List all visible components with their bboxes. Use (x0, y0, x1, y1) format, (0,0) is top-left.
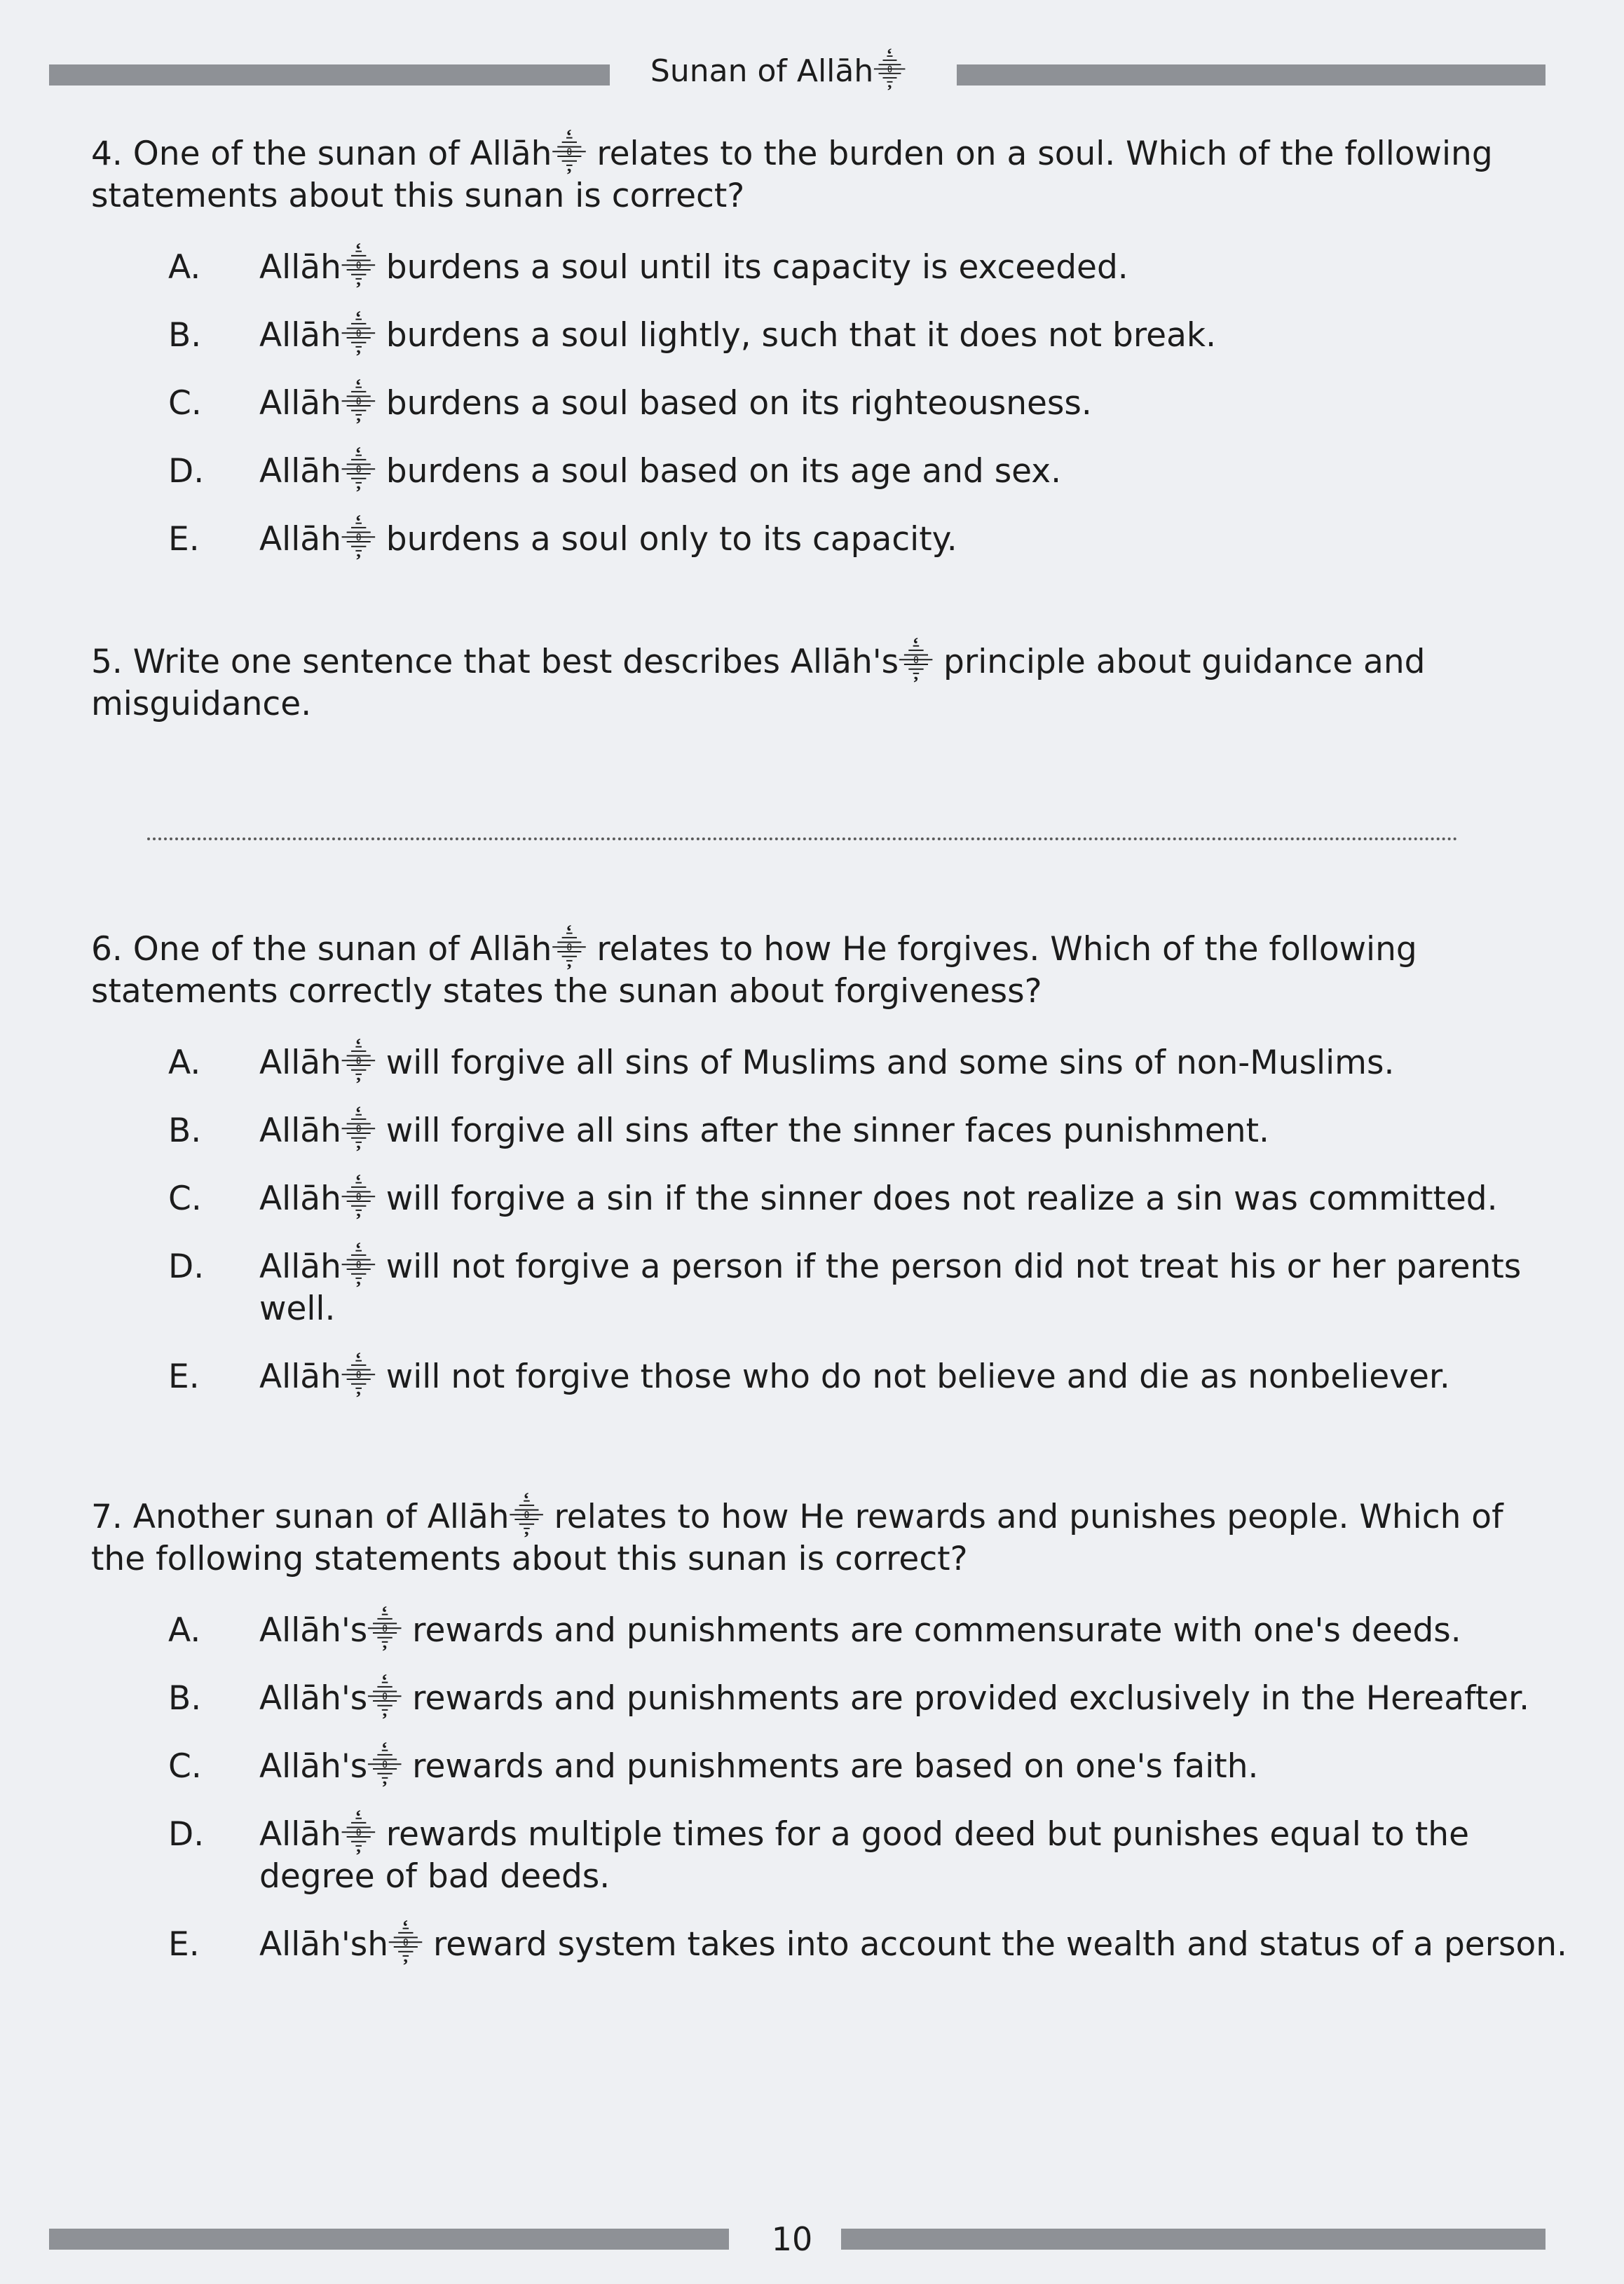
option-text: Allāh⸎ burdens a soul only to its capacity. (259, 520, 957, 559)
question-number: 5. (91, 643, 123, 681)
option-letter: E. (168, 1358, 200, 1396)
option-letter: A. (168, 1044, 201, 1082)
option-letter: D. (168, 452, 205, 491)
question-text: One of the sunan of Allāh⸎ relates to how He forgives. Which of the following statements correctly states the sunan about forgiveness? (91, 930, 1417, 1011)
header-bar-left (49, 64, 610, 86)
question-6 (91, 929, 1542, 1013)
option-letter: C. (168, 384, 202, 423)
page-header-title: Sunan of Allāh⸎ (650, 53, 906, 89)
option-text: Allāh⸎ burdens a soul lightly, such that it does not break. (259, 316, 1217, 355)
question-number: 7. (91, 1498, 123, 1536)
option-a[interactable] (168, 1610, 1570, 1652)
option-letter: C. (168, 1747, 202, 1786)
option-letter: B. (168, 1679, 202, 1718)
option-letter: D. (168, 1815, 205, 1854)
option-letter: E. (168, 1925, 200, 1964)
option-c[interactable] (168, 1746, 1570, 1788)
option-text: Allāh⸎ will not forgive a person if the person did not treat his or her parents well. (259, 1247, 1522, 1328)
option-letter: B. (168, 1112, 202, 1150)
option-b[interactable] (168, 1678, 1570, 1720)
question-text: One of the sunan of Allāh⸎ relates to the burden on a soul. Which of the following statements about this sunan is correct? (91, 135, 1493, 215)
option-e[interactable] (168, 519, 1570, 561)
option-text: Allāh⸎ burdens a soul until its capacity is exceeded. (259, 248, 1128, 287)
option-d[interactable] (168, 1814, 1570, 1898)
option-letter: A. (168, 248, 201, 287)
option-text: Allāh's⸎ rewards and punishments are based on one's faith. (259, 1747, 1259, 1786)
question-text: Write one sentence that best describes Allāh's⸎ principle about guidance and misguidance. (91, 643, 1426, 723)
question-5 (91, 641, 1507, 725)
option-letter: B. (168, 316, 202, 355)
question-7 (91, 1496, 1542, 1580)
option-text: Allāh's⸎ rewards and punishments are commensurate with one's deeds. (259, 1611, 1461, 1650)
option-letter: D. (168, 1247, 205, 1286)
option-e[interactable] (168, 1924, 1570, 1966)
question-number: 4. (91, 135, 123, 173)
option-text: Allāh⸎ burdens a soul based on its righteousness. (259, 384, 1092, 423)
option-c[interactable] (168, 1178, 1570, 1220)
option-b[interactable] (168, 315, 1570, 357)
option-d[interactable] (168, 451, 1570, 493)
option-text: Allāh⸎ burdens a soul based on its age and sex. (259, 452, 1062, 491)
question-6-options (168, 1042, 1570, 1398)
option-d[interactable] (168, 1246, 1570, 1330)
option-c[interactable] (168, 383, 1570, 425)
option-letter: A. (168, 1611, 201, 1650)
option-text: Allāh⸎ will not forgive those who do not believe and die as nonbeliever. (259, 1358, 1450, 1396)
option-a[interactable] (168, 247, 1570, 289)
question-4-options (168, 247, 1570, 561)
option-b[interactable] (168, 1110, 1570, 1152)
footer-bar-left (49, 2229, 729, 2250)
question-text: Another sunan of Allāh⸎ relates to how He rewards and punishes people. Which of the following statements about this sunan is correct? (91, 1498, 1503, 1578)
option-text: Allāh's⸎ rewards and punishments are provided exclusively in the Hereafter. (259, 1679, 1530, 1718)
page-number: 10 (771, 2220, 813, 2258)
answer-line[interactable] (147, 837, 1458, 840)
question-7-options (168, 1610, 1570, 1966)
header-bar-right (957, 64, 1545, 86)
option-a[interactable] (168, 1042, 1570, 1084)
option-letter: E. (168, 520, 200, 559)
option-e[interactable] (168, 1356, 1570, 1398)
option-text: Allāh'sh⸎ reward system takes into account the wealth and status of a person. (259, 1925, 1568, 1964)
question-4 (91, 133, 1542, 217)
option-text: Allāh⸎ will forgive all sins after the sinner faces punishment. (259, 1112, 1269, 1150)
option-text: Allāh⸎ rewards multiple times for a good deed but punishes equal to the degree of bad deeds. (259, 1815, 1469, 1896)
option-text: Allāh⸎ will forgive a sin if the sinner does not realize a sin was committed. (259, 1179, 1498, 1218)
option-text: Allāh⸎ will forgive all sins of Muslims and some sins of non-Muslims. (259, 1044, 1395, 1082)
option-letter: C. (168, 1179, 202, 1218)
footer-bar-right (841, 2229, 1545, 2250)
question-number: 6. (91, 930, 123, 969)
